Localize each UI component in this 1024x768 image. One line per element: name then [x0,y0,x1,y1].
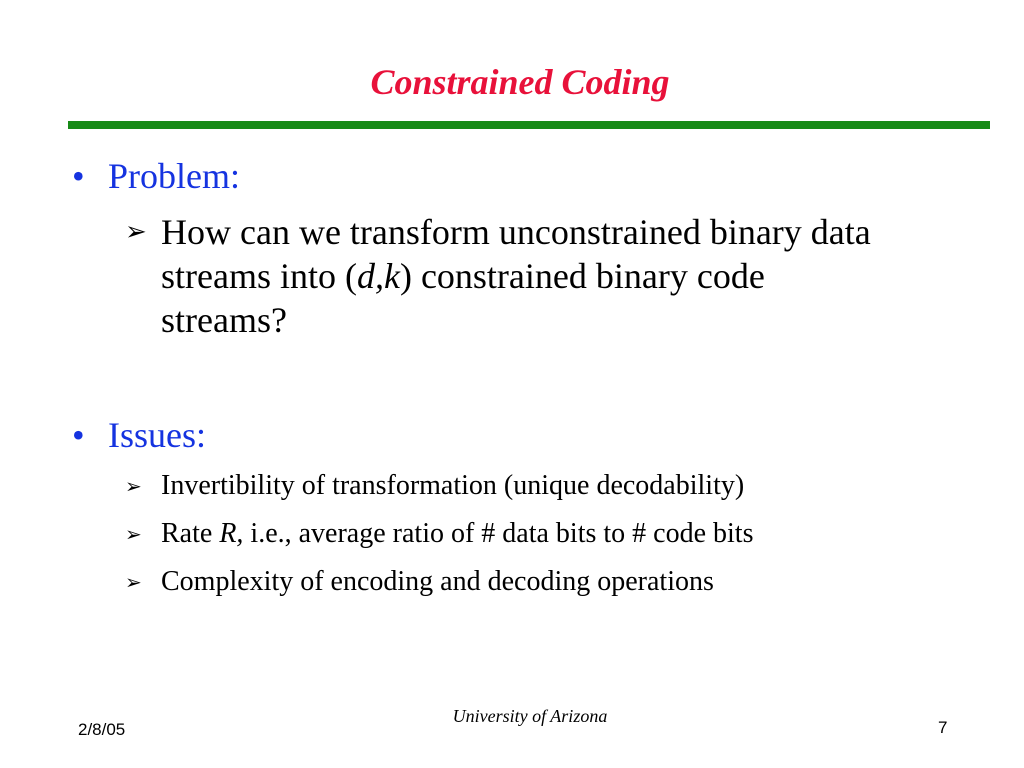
page-number: 7 [938,718,948,737]
problem-line-1: How can we transform unconstrained binary data [161,212,871,252]
problem-line-2-post: ) constrained binary code [399,256,765,296]
problem-subitem-text [161,210,871,342]
bullet-dot-icon: • [72,415,85,455]
issue-item-complexity [125,564,714,600]
footer-date: 2/8/05 [78,720,126,739]
arrow-right-icon: ➢ [125,570,142,594]
slide-title: Constrained Coding [370,62,670,102]
issue-item-text: Invertibility of transformation (unique decodability) [161,470,745,501]
arrow-right-icon: ➢ [125,217,147,247]
issue-item-text [161,516,753,552]
problem-line-3: streams? [161,300,287,340]
footer-institution: University of Arizona [452,706,608,726]
arrow-right-icon: ➢ [125,474,142,498]
bullet-dot-icon: • [72,156,85,196]
rate-symbol: R, [219,518,244,549]
issue-item-rate [125,516,753,552]
bullet-issues [72,413,206,457]
issue-item-invertibility [125,468,744,504]
issue-item-text: Complexity of encoding and decoding operations [161,566,714,597]
bullet-problem-label: Problem: [108,156,240,196]
arrow-right-icon: ➢ [125,522,142,546]
rate-post: i.e., average ratio of # data bits to # code bits [243,518,754,549]
bullet-problem [72,154,240,198]
problem-subitem [125,210,871,342]
rate-pre: Rate [161,518,220,549]
problem-line-2-dk: d,k [356,256,400,296]
problem-line-2-pre: streams into ( [161,256,357,296]
bullet-issues-label: Issues: [108,415,206,455]
